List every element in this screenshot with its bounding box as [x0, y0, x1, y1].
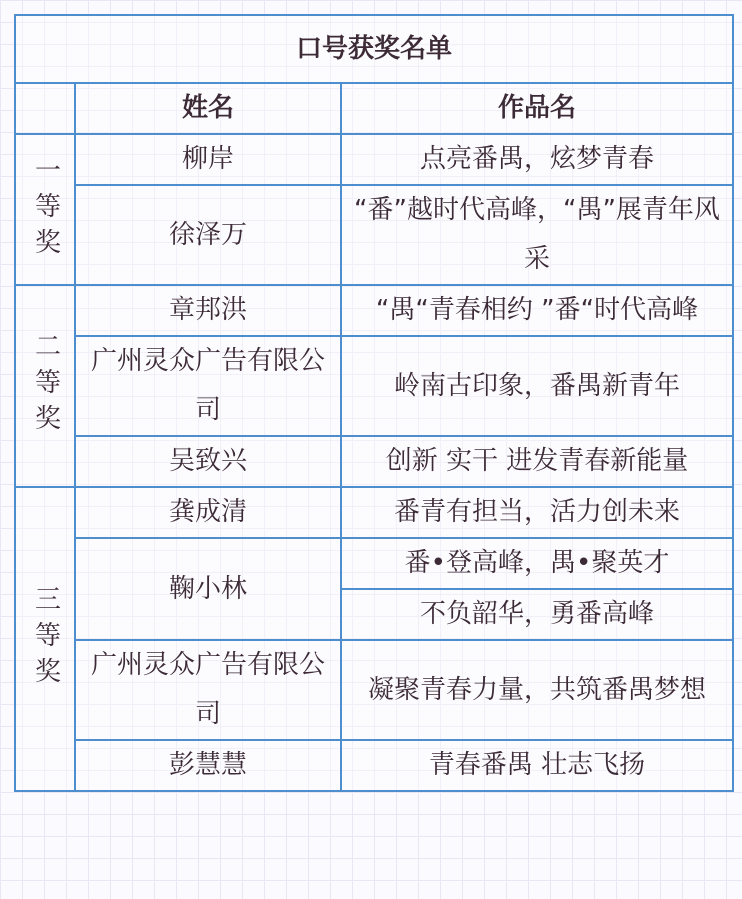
table-row	[15, 740, 733, 791]
winner-name: 龚成清	[75, 487, 341, 538]
work-title: 凝聚青春力量，共筑番禺梦想	[341, 640, 733, 740]
work-title: 创新 实干 进发青春新能量	[341, 436, 733, 487]
work-title: “番”越时代高峰，“禺”展青年风采	[341, 185, 733, 285]
header-row	[15, 83, 733, 134]
winner-name: 广州灵众广告有限公司	[75, 640, 341, 740]
work-title: 番青有担当，活力创未来	[341, 487, 733, 538]
title-row	[15, 15, 733, 83]
table-row	[15, 538, 733, 589]
winner-name: 吴致兴	[75, 436, 341, 487]
winner-name: 鞠小林	[75, 538, 341, 640]
awards-table	[14, 14, 734, 792]
table-row	[15, 336, 733, 436]
work-title: 不负韶华，勇番高峰	[341, 589, 733, 640]
header-empty-cell	[15, 83, 75, 134]
winner-name: 广州灵众广告有限公司	[75, 336, 341, 436]
work-title: 岭南古印象，番禺新青年	[341, 336, 733, 436]
work-title: “禺“青春相约 ”番“时代高峰	[341, 285, 733, 336]
tier-second-prize: 二等奖	[15, 285, 75, 487]
winner-name: 彭慧慧	[75, 740, 341, 791]
winner-name: 徐泽万	[75, 185, 341, 285]
table-title: 口号获奖名单	[15, 15, 733, 83]
table-row	[15, 436, 733, 487]
table-row	[15, 134, 733, 185]
work-title: 点亮番禺，炫梦青春	[341, 134, 733, 185]
winner-name: 章邦洪	[75, 285, 341, 336]
header-name: 姓名	[75, 83, 341, 134]
work-title: 青春番禺 壮志飞扬	[341, 740, 733, 791]
table-row	[15, 185, 733, 285]
table-row	[15, 487, 733, 538]
work-title: 番•登高峰，禺•聚英才	[341, 538, 733, 589]
table-row	[15, 640, 733, 740]
table-row	[15, 285, 733, 336]
header-work: 作品名	[341, 83, 733, 134]
tier-third-prize: 三等奖	[15, 487, 75, 791]
winner-name: 柳岸	[75, 134, 341, 185]
tier-first-prize: 一等奖	[15, 134, 75, 285]
